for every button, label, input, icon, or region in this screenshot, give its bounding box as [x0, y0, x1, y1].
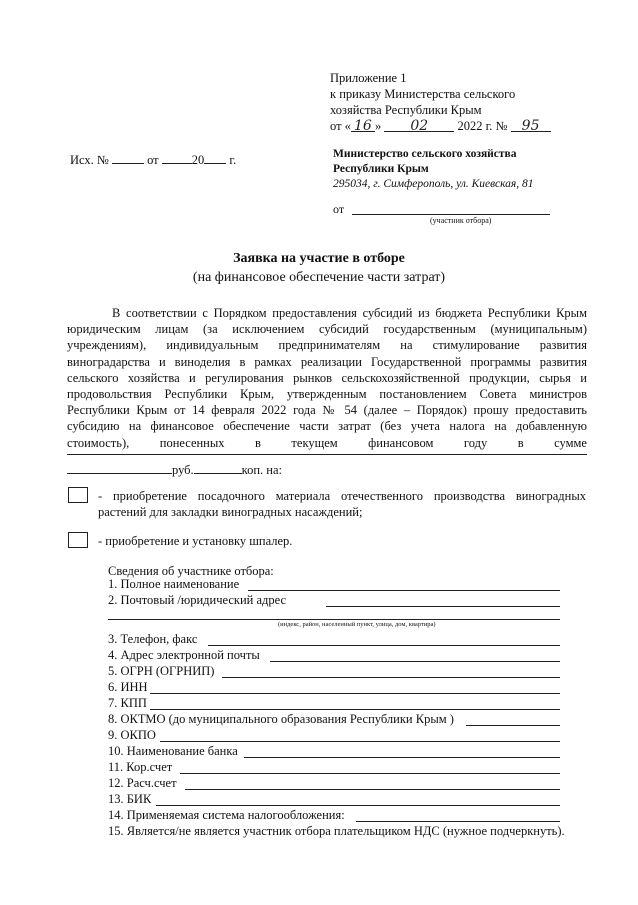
info-row: 12. Расч.счет: [108, 776, 177, 790]
bik-field[interactable]: [156, 793, 560, 806]
phone-field[interactable]: [208, 633, 560, 646]
postal-address-field-2[interactable]: [108, 607, 560, 620]
participant-field[interactable]: [352, 214, 550, 215]
handwritten-day: 16: [354, 118, 372, 134]
oktmo-field[interactable]: [466, 713, 560, 726]
info-row: 3. Телефон, факс: [108, 632, 198, 646]
okpo-field[interactable]: [160, 729, 560, 742]
recipient-line-2: Республики Крым: [333, 163, 429, 175]
annex-line-1: Приложение 1: [330, 71, 407, 85]
kpp-field[interactable]: [150, 697, 560, 710]
from-label: от: [333, 202, 345, 216]
option-1-text: - приобретение посадочного материала отечественного производства виноградных растений для закладки виноградных насаждений;: [98, 489, 586, 519]
handwritten-number: 95: [521, 118, 540, 134]
info-row: 6. ИНН: [108, 680, 148, 694]
option-2-text: - приобретение и установку шпалер.: [98, 534, 293, 548]
info-row: 10. Наименование банка: [108, 744, 238, 758]
outgoing-number: Исх. № от 20 г.: [70, 150, 236, 168]
document-title: Заявка на участие в отборе: [233, 251, 405, 266]
handwritten-month: 02: [410, 118, 429, 134]
annex-year: 2022 г. №: [457, 119, 508, 133]
annex-line-2: к приказу Министерства сельского: [330, 87, 516, 101]
tax-system-field[interactable]: [356, 809, 560, 822]
bank-name-field[interactable]: [244, 745, 560, 758]
info-row: 2. Почтовый /юридический адрес: [108, 593, 287, 607]
info-row: 13. БИК: [108, 792, 152, 806]
info-title: Сведения об участнике отбора:: [108, 564, 274, 578]
outgoing-date-field[interactable]: [162, 150, 192, 164]
info-row: 8. ОКТМО (до муниципального образования Республики Крым ): [108, 712, 454, 726]
outgoing-number-field[interactable]: [112, 150, 144, 164]
postal-address-field[interactable]: [326, 594, 560, 607]
recipient-line-1: Министерство сельского хозяйства: [333, 148, 517, 160]
info-row: 1. Полное наименование: [108, 577, 240, 591]
full-name-field[interactable]: [248, 578, 560, 591]
ogrn-field[interactable]: [222, 665, 560, 678]
option-1-checkbox[interactable]: [68, 487, 88, 503]
request-paragraph: В соответствии с Порядком предоставления субсидий из бюджета Республики Крым юридическим лицам (за исключением субсидий государственным (муниципальным) учреждениям), индивидуальным предпринимателям на стимулирование развития виноградарства и виноделия в рамках реализации Государственной программы развития сельского хозяйства и регулирования рынков сельскохозяйственной продукции, сырья и продовольствия Республики Крым, утвержденным постановлением Совета министров Республики Крым от 14 февраля 2022 года № 54 (далее – Порядок) прошу предоставить субсидию на финансовое обеспечение части затрат (без учета налога на добавленную стоимость), понесенных в текущем финансовом году в сумме: [67, 306, 587, 450]
inn-field[interactable]: [150, 681, 560, 694]
annex-date-line: от « 16 » 02 2022 г. № 95: [330, 118, 551, 134]
outgoing-year-field[interactable]: [204, 150, 226, 164]
sum-amount-field[interactable]: [67, 454, 587, 455]
participant-caption: (участник отбора): [430, 216, 492, 225]
email-field[interactable]: [270, 649, 560, 662]
annex-header: [330, 70, 551, 134]
recipient-address: 295034, г. Симферополь, ул. Киевская, 81: [333, 178, 534, 190]
info-row: 14. Применяемая система налогообложения:: [108, 808, 345, 822]
info-row: 15. Является/не является участник отбора плательщиком НДС (нужное подчеркнуть).: [108, 824, 565, 838]
corr-account-field[interactable]: [180, 761, 560, 774]
info-row: 7. КПП: [108, 696, 147, 710]
document-subtitle: (на финансовое обеспечение части затрат): [192, 270, 446, 285]
address-caption: (индекс, район, населенный пункт, улица, дом, квартира): [278, 621, 436, 628]
sum-line: руб. коп. на:: [67, 460, 282, 478]
info-row: 9. ОКПО: [108, 728, 156, 742]
settlement-account-field[interactable]: [185, 777, 560, 790]
option-2-checkbox[interactable]: [68, 532, 88, 548]
rub-field[interactable]: [67, 460, 172, 474]
info-row: 4. Адрес электронной почты: [108, 648, 260, 662]
kop-field[interactable]: [194, 460, 242, 474]
info-row: 5. ОГРН (ОГРНИП): [108, 664, 215, 678]
recipient-block: [333, 147, 534, 192]
annex-line-3: хозяйства Республики Крым: [330, 103, 482, 117]
info-row: 11. Кор.счет: [108, 760, 173, 774]
